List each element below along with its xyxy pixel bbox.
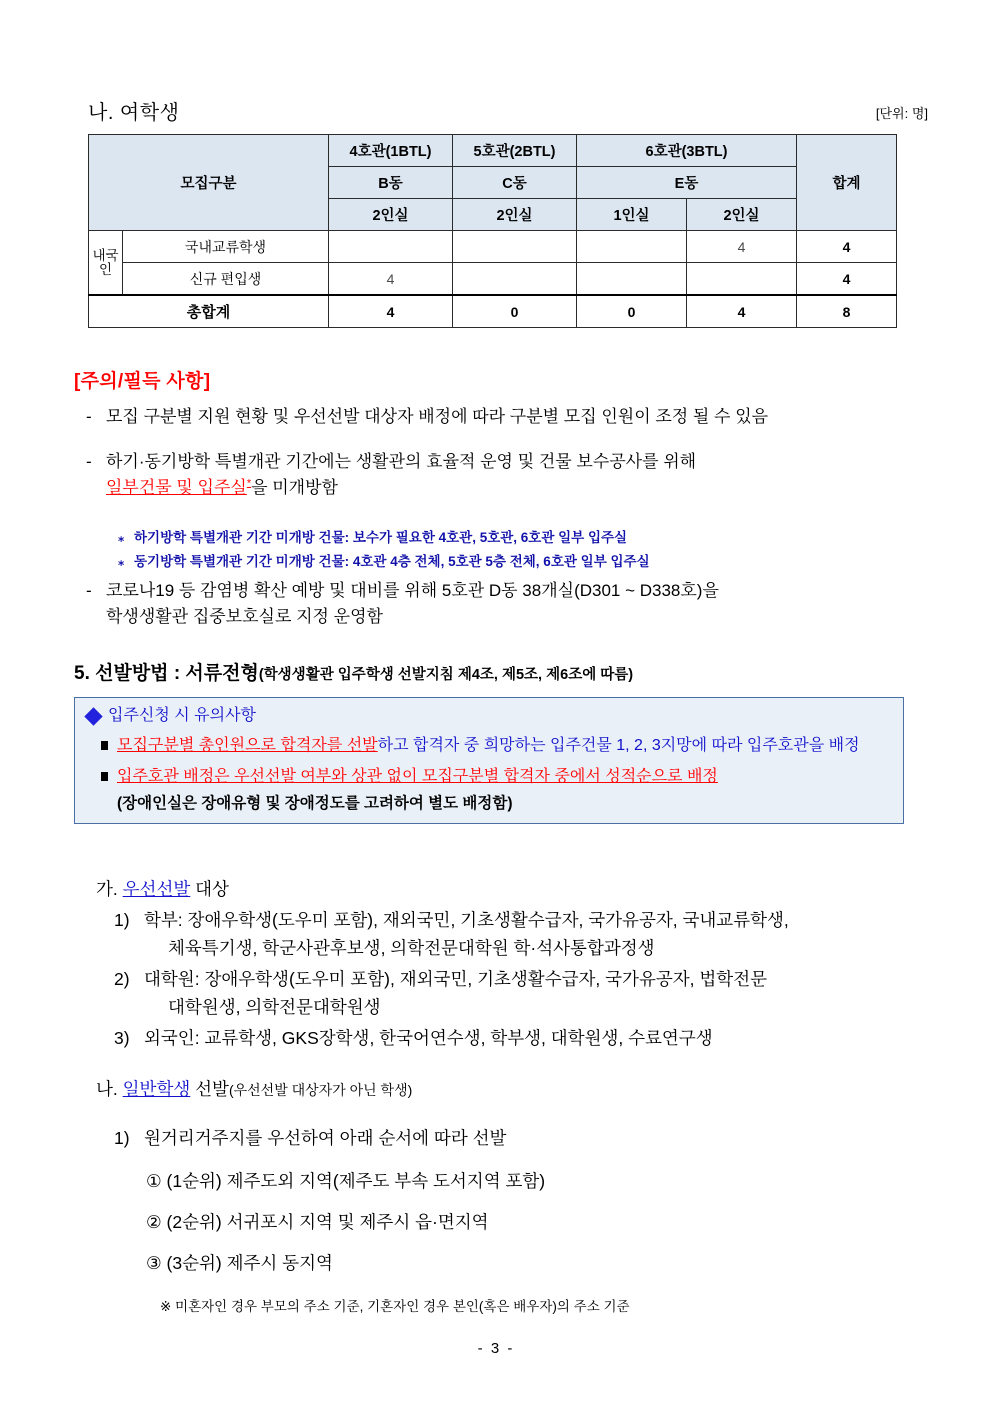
infobox-title-row bbox=[85, 704, 893, 728]
table-caption: 나. 여학생 bbox=[88, 102, 180, 124]
ga-item-2-marker: 2) bbox=[114, 969, 130, 989]
notice-item-2-underlined: 일부건물 및 입주실 bbox=[106, 477, 247, 497]
na-paren: (우선선발 대상자가 아닌 학생) bbox=[228, 1082, 413, 1098]
ga-item-2-line1: 대학원: 장애우학생(도우미 포함), 재외국민, 기초생활수급자, 국가유공자, 법학전문 bbox=[144, 969, 768, 989]
th-wing-3: E동 bbox=[577, 167, 797, 199]
table-row bbox=[89, 231, 897, 263]
corona-line2: 학생생활관 집중보호실로 지정 운영함 bbox=[106, 606, 383, 626]
th-wing-1: B동 bbox=[329, 167, 453, 199]
list-ga-heading bbox=[96, 876, 229, 902]
notice-item-2 bbox=[86, 449, 956, 501]
th-room-1: 2인실 bbox=[329, 199, 453, 231]
cell-total-value: 0 bbox=[453, 295, 577, 328]
cell-row-total: 4 bbox=[797, 263, 897, 296]
th-room-2: 2인실 bbox=[453, 199, 577, 231]
ga-item-1-line1: 학부: 장애우학생(도우미 포함), 재외국민, 기초생활수급자, 국가유공자, 국내교류학생, bbox=[144, 910, 789, 930]
ga-item-2 bbox=[114, 965, 964, 1022]
section-5-paren: (학생생활관 입주학생 선발지침 제4조, 제5조, 제6조에 따름) bbox=[258, 667, 634, 683]
th-room-4: 2인실 bbox=[687, 199, 797, 231]
table-row bbox=[89, 263, 897, 296]
application-notice-box bbox=[74, 697, 904, 824]
th-building-2: 5호관(2BTL) bbox=[453, 135, 577, 167]
corona-line1: 코로나19 등 감염병 확산 예방 및 대비를 위해 5호관 D동 38개실(D301 ~ D338호)을 bbox=[106, 581, 719, 600]
square-bullet-icon bbox=[101, 772, 108, 781]
th-mojip-gubun: 모집구분 bbox=[89, 135, 329, 231]
cell-row-name: 신규 편입생 bbox=[123, 263, 329, 296]
ga-item-1-line2: 체육특기생, 학군사관후보생, 의학전문대학원 학·석사통합과정생 bbox=[168, 938, 655, 959]
ga-item-3-line1: 외국인: 교류학생, GKS장학생, 한국어연수생, 학부생, 대학원생, 수료연구생 bbox=[144, 1028, 713, 1048]
th-building-1: 4호관(1BTL) bbox=[329, 135, 453, 167]
na-priority-1: ① (1순위) 제주도외 지역(제주도 부속 도서지역 포함) bbox=[146, 1171, 546, 1191]
ga-item-1-marker: 1) bbox=[114, 910, 130, 930]
notice-item-2-line1: 하기·동기방학 특별개관 기간에는 생활관의 효율적 운영 및 건물 보수공사를 위해 bbox=[106, 452, 697, 471]
th-wing-2: C동 bbox=[453, 167, 577, 199]
notice-subnotes bbox=[118, 526, 968, 574]
cell-row-total: 4 bbox=[797, 231, 897, 263]
page-number: - 3 - bbox=[477, 1340, 515, 1357]
ga-item-2-line2: 대학원생, 의학전문대학원생 bbox=[168, 997, 381, 1018]
diamond-icon bbox=[84, 707, 102, 725]
subnote-text: 하기방학 특별개관 기간 미개방 건물: 보수가 필요한 4호관, 5호관, 6호관 일부 입주실 bbox=[134, 530, 628, 545]
na-item-1-text: 원거리거주지를 우선하여 아래 순서에 따라 선발 bbox=[144, 1128, 507, 1148]
notice-item-2-superscript: * bbox=[246, 477, 252, 490]
dash-marker: - bbox=[86, 452, 92, 471]
na-item-1-marker: 1) bbox=[114, 1128, 130, 1148]
cell-value bbox=[453, 231, 577, 263]
notice-item-2-rest: 을 미개방함 bbox=[251, 477, 338, 497]
dash-marker: - bbox=[86, 581, 92, 600]
notice-item-1 bbox=[86, 404, 946, 430]
infobox-title: 입주신청 시 유의사항 bbox=[108, 707, 256, 724]
cell-value bbox=[687, 263, 797, 296]
table-unit-note: [단위: 명] bbox=[875, 106, 928, 121]
infobox-note: (장애인실은 장애유형 및 장애정도를 고려하여 별도 배정함) bbox=[117, 794, 513, 812]
na-footnote: ※ 미혼자인 경우 부모의 주소 기준, 기혼자인 경우 본인(혹은 배우자)의 주소 기준 bbox=[160, 1299, 630, 1314]
infobox-item-2 bbox=[85, 764, 893, 790]
ga-label: 가. bbox=[96, 879, 118, 899]
notice-heading: [주의/필득 사항] bbox=[74, 371, 211, 392]
cell-value bbox=[453, 263, 577, 296]
cell-value bbox=[329, 231, 453, 263]
list-na-heading bbox=[96, 1076, 412, 1102]
ga-item-1 bbox=[114, 906, 964, 963]
section-5-heading bbox=[74, 658, 633, 685]
cell-total-value: 0 bbox=[577, 295, 687, 328]
na-underlined: 일반학생 bbox=[122, 1079, 191, 1099]
subnote-item bbox=[118, 526, 968, 550]
na-priority-2: ② (2순위) 서귀포시 지역 및 제주시 읍·면지역 bbox=[146, 1212, 489, 1232]
subnote-text: 동기방학 특별개관 기간 미개방 건물: 4호관 4층 전체, 5호관 5층 전체, 6호관 일부 입주실 bbox=[134, 554, 650, 570]
infobox-item-1-underlined: 모집구분별 총인원으로 합격자를 선발 bbox=[117, 737, 378, 754]
ga-underlined: 우선선발 bbox=[122, 879, 191, 899]
cell-value bbox=[577, 231, 687, 263]
table-body bbox=[89, 231, 897, 328]
recruitment-table bbox=[88, 134, 897, 328]
table-total-row bbox=[89, 295, 897, 328]
cell-grand-total: 8 bbox=[797, 295, 897, 328]
square-bullet-icon bbox=[101, 741, 108, 750]
th-building-3: 6호관(3BTL) bbox=[577, 135, 797, 167]
ga-item-3-marker: 3) bbox=[114, 1028, 130, 1048]
cell-total-value: 4 bbox=[329, 295, 453, 328]
na-rest: 선발 bbox=[195, 1079, 229, 1099]
star-icon: ⁎ bbox=[118, 531, 125, 545]
cell-value: 4 bbox=[329, 263, 453, 296]
cell-total-label: 총합계 bbox=[89, 295, 329, 328]
infobox-item-1-rest: 하고 합격자 중 희망하는 입주건물 1, 2, 3지망에 따라 입주호관을 배정 bbox=[377, 737, 860, 754]
infobox-item-2-underlined: 입주호관 배정은 우선선발 여부와 상관 없이 모집구분별 합격자 중에서 성적순으로 배정 bbox=[117, 767, 718, 785]
na-priority-3: ③ (3순위) 제주시 동지역 bbox=[146, 1253, 333, 1273]
table-caption-row bbox=[88, 96, 928, 125]
notice-item-corona bbox=[86, 578, 966, 630]
na-item-1 bbox=[114, 1124, 964, 1152]
notice-item-1-text: 모집 구분별 지원 현황 및 우선선발 대상자 배정에 따라 구분별 모집 인원이 조정 될 수 있음 bbox=[106, 407, 769, 426]
cell-group-label: 내국인 bbox=[89, 231, 123, 296]
section-5-title: 5. 선발방법 : 서류전형 bbox=[74, 663, 259, 684]
star-icon: ⁎ bbox=[118, 555, 125, 570]
table-header bbox=[89, 135, 897, 231]
cell-row-name: 국내교류학생 bbox=[123, 231, 329, 263]
ga-rest: 대상 bbox=[195, 879, 229, 899]
cell-value bbox=[577, 263, 687, 296]
dash-marker: - bbox=[86, 407, 92, 426]
cell-total-value: 4 bbox=[687, 295, 797, 328]
th-room-3: 1인실 bbox=[577, 199, 687, 231]
cell-value: 4 bbox=[687, 231, 797, 263]
ga-item-3 bbox=[114, 1024, 964, 1052]
subnote-item bbox=[118, 550, 968, 574]
recruitment-table-wrapper bbox=[88, 134, 896, 328]
th-hapgye: 합계 bbox=[797, 135, 897, 231]
table-header-row-buildings bbox=[89, 135, 897, 167]
na-label: 나. bbox=[96, 1079, 118, 1099]
infobox-item-1 bbox=[85, 733, 893, 759]
